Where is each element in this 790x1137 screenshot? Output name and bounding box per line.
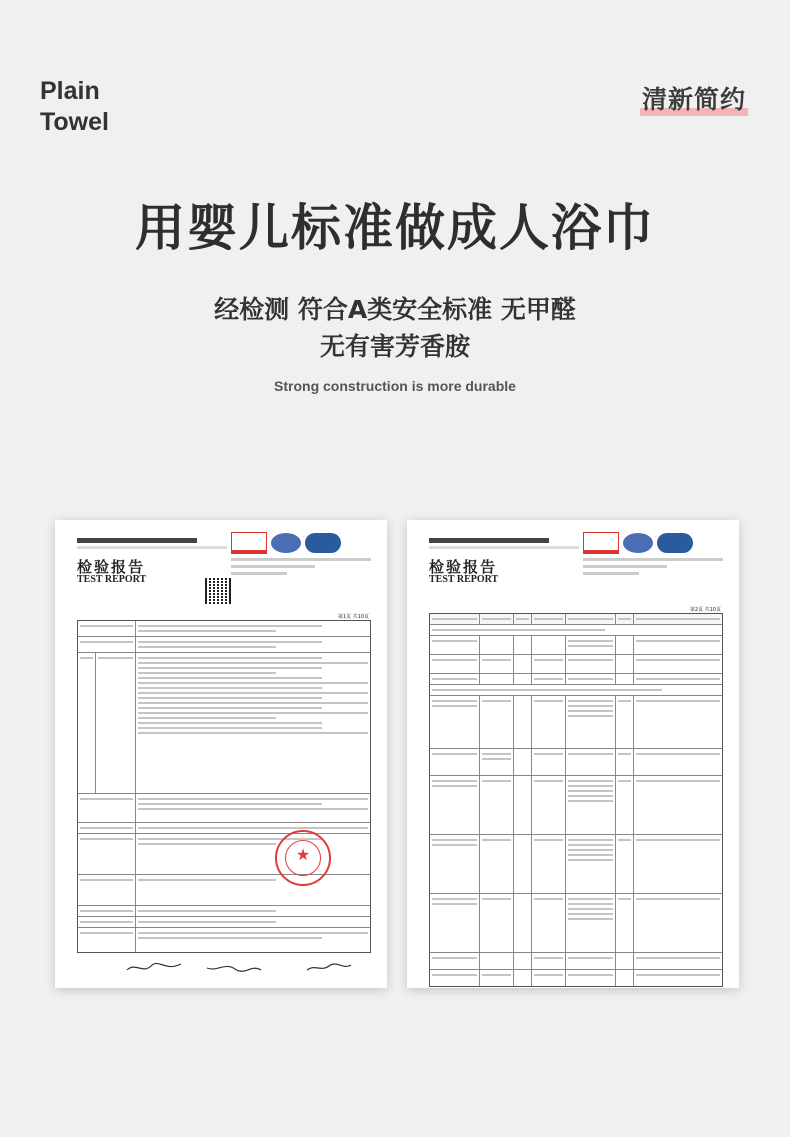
accreditation-text-icon <box>345 533 367 553</box>
signature-3 <box>305 960 355 974</box>
cma-logo-icon <box>231 532 267 554</box>
cma-logo-icon <box>583 532 619 554</box>
lab-address <box>583 558 723 579</box>
accreditation-text-icon <box>697 533 719 553</box>
page-number: 第2页 共10页 <box>689 607 721 613</box>
table-row <box>78 637 370 653</box>
page-number: 第1页 共10页 <box>337 614 369 620</box>
company-english-name <box>77 546 227 549</box>
table-row <box>430 970 722 986</box>
report-title-en: TEST REPORT <box>77 574 147 585</box>
table-row <box>78 906 370 917</box>
brand-logo <box>40 76 109 138</box>
ilac-logo-icon <box>623 533 653 553</box>
table-row <box>430 625 722 636</box>
table-row <box>430 953 722 970</box>
table-row <box>430 749 722 776</box>
signature-1 <box>125 960 185 974</box>
table-row <box>430 894 722 953</box>
table-row <box>430 636 722 655</box>
report-info-table <box>77 620 371 953</box>
table-row <box>430 696 722 749</box>
brand-line1: Plain <box>40 77 100 105</box>
signature-2 <box>205 960 265 974</box>
cnas-logo-icon <box>305 533 341 553</box>
subtitle-line1: 经检测 符合A类安全标准 无甲醛 <box>214 295 576 324</box>
report-title-en: TEST REPORT <box>429 574 499 585</box>
table-row <box>430 685 722 696</box>
report-title-cn: 检验报告 <box>429 558 498 576</box>
ilac-logo-icon <box>271 533 301 553</box>
table-header-row <box>430 614 722 625</box>
brand-line2: Towel <box>40 108 109 136</box>
testing-company-name <box>77 538 197 543</box>
test-report-page-2 <box>407 520 739 988</box>
official-seal-icon <box>275 830 331 886</box>
table-row <box>78 653 370 794</box>
headline: 用婴儿标准做成人浴巾 <box>135 199 655 257</box>
company-english-name <box>429 546 579 549</box>
test-results-table <box>429 613 723 987</box>
tagline: 清新简约 <box>642 80 746 116</box>
english-caption: Strong construction is more durable <box>274 378 516 394</box>
cnas-logo-icon <box>657 533 693 553</box>
table-row <box>78 917 370 928</box>
table-row <box>78 823 370 834</box>
subtitle-line2: 无有害芳香胺 <box>319 332 470 361</box>
table-row <box>78 621 370 637</box>
certification-logos <box>583 532 719 554</box>
table-row <box>430 835 722 894</box>
table-row <box>78 794 370 823</box>
report-title-cn: 检验报告 <box>77 558 146 576</box>
qr-pattern <box>205 578 231 604</box>
table-row <box>430 776 722 835</box>
lab-address <box>231 558 371 579</box>
test-report-page-1 <box>55 520 387 988</box>
certification-logos <box>231 532 367 554</box>
table-row <box>78 928 370 952</box>
table-row <box>430 655 722 674</box>
table-row <box>430 674 722 685</box>
table-row <box>78 875 370 906</box>
testing-company-name <box>429 538 549 543</box>
